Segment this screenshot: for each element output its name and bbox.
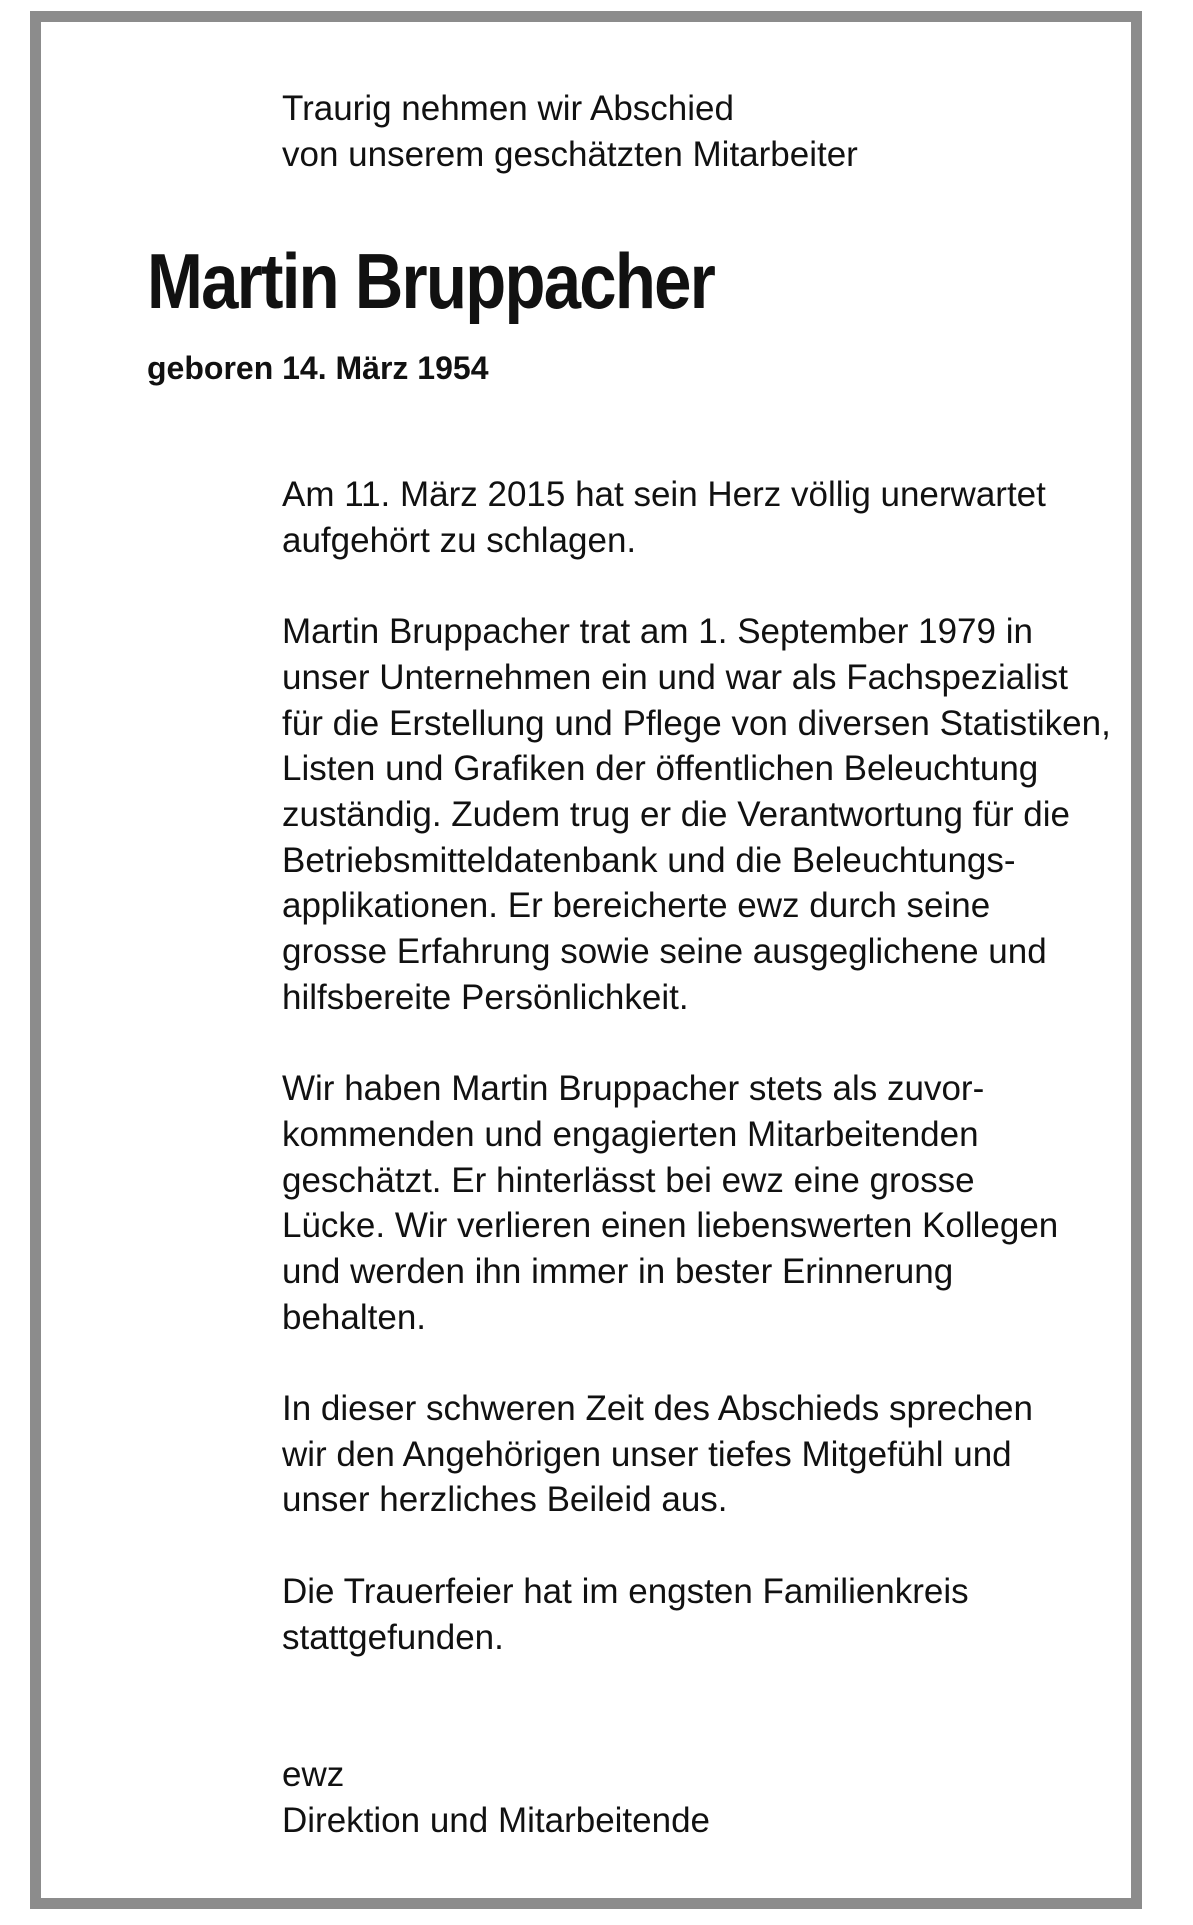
text-line: Listen und Grafiken der öffentlichen Beleuchtung (282, 749, 1039, 789)
paragraph-funeral (282, 1569, 1142, 1660)
signature-company: ewz (282, 1755, 345, 1794)
text-line: kommenden und engagierten Mitarbeitenden (282, 1114, 979, 1154)
text-line: In dieser schweren Zeit des Abschieds sprechen (282, 1389, 1033, 1429)
text-line: aufgehört zu schlagen. (282, 520, 637, 560)
intro-line-2: von unserem geschätzten Mitarbeiter (282, 135, 858, 174)
paragraph-death (282, 472, 1142, 563)
paragraph-appreciation (282, 1066, 1142, 1340)
signature-signers: Direktion und Mitarbeitende (282, 1800, 711, 1840)
text-line: Betriebsmitteldatenbank und die Beleuchtungs- (282, 840, 1016, 880)
text-line: Martin Bruppacher trat am 1. September 1979 in (282, 612, 1033, 652)
text-line: grosse Erfahrung sowie seine ausgeglichene und (282, 932, 1047, 972)
text-line: Am 11. März 2015 hat sein Herz völlig unerwartet (282, 475, 1046, 514)
text-line: und werden ihn immer in bester Erinnerung (282, 1251, 954, 1291)
text-line: unser Unternehmen ein und war als Fachspezialist (282, 657, 1068, 697)
text-line: zuständig. Zudem trug er die Verantwortung für die (282, 794, 1070, 834)
text-line: applikationen. Er bereicherte ewz durch seine (282, 886, 991, 926)
text-line: unser herzliches Beileid aus. (282, 1480, 728, 1520)
text-line: wir den Angehörigen unser tiefes Mitgefühl und (282, 1434, 1012, 1474)
obituary-body (282, 472, 1142, 1706)
deceased-name: Martin Bruppacher (147, 237, 715, 325)
text-line: geschätzt. Er hinterlässt bei ewz eine grosse (282, 1160, 975, 1200)
text-line: Lücke. Wir verlieren einen liebenswerten Kollegen (282, 1206, 1059, 1246)
text-line: für die Erstellung und Pflege von diversen Statistiken, (282, 703, 1111, 743)
text-line: stattgefunden. (282, 1617, 504, 1657)
paragraph-condolences (282, 1386, 1142, 1523)
text-line: Wir haben Martin Bruppacher stets als zuvor- (282, 1069, 985, 1109)
paragraph-career (282, 609, 1142, 1020)
text-line: hilfsbereite Persönlichkeit. (282, 977, 689, 1017)
signature-block (282, 1752, 710, 1843)
intro-text (282, 86, 858, 178)
birth-date: geboren 14. März 1954 (147, 350, 489, 386)
intro-line-1: Traurig nehmen wir Abschied (282, 89, 734, 128)
text-line: behalten. (282, 1297, 427, 1337)
text-line: Die Trauerfeier hat im engsten Familienkreis (282, 1571, 969, 1611)
